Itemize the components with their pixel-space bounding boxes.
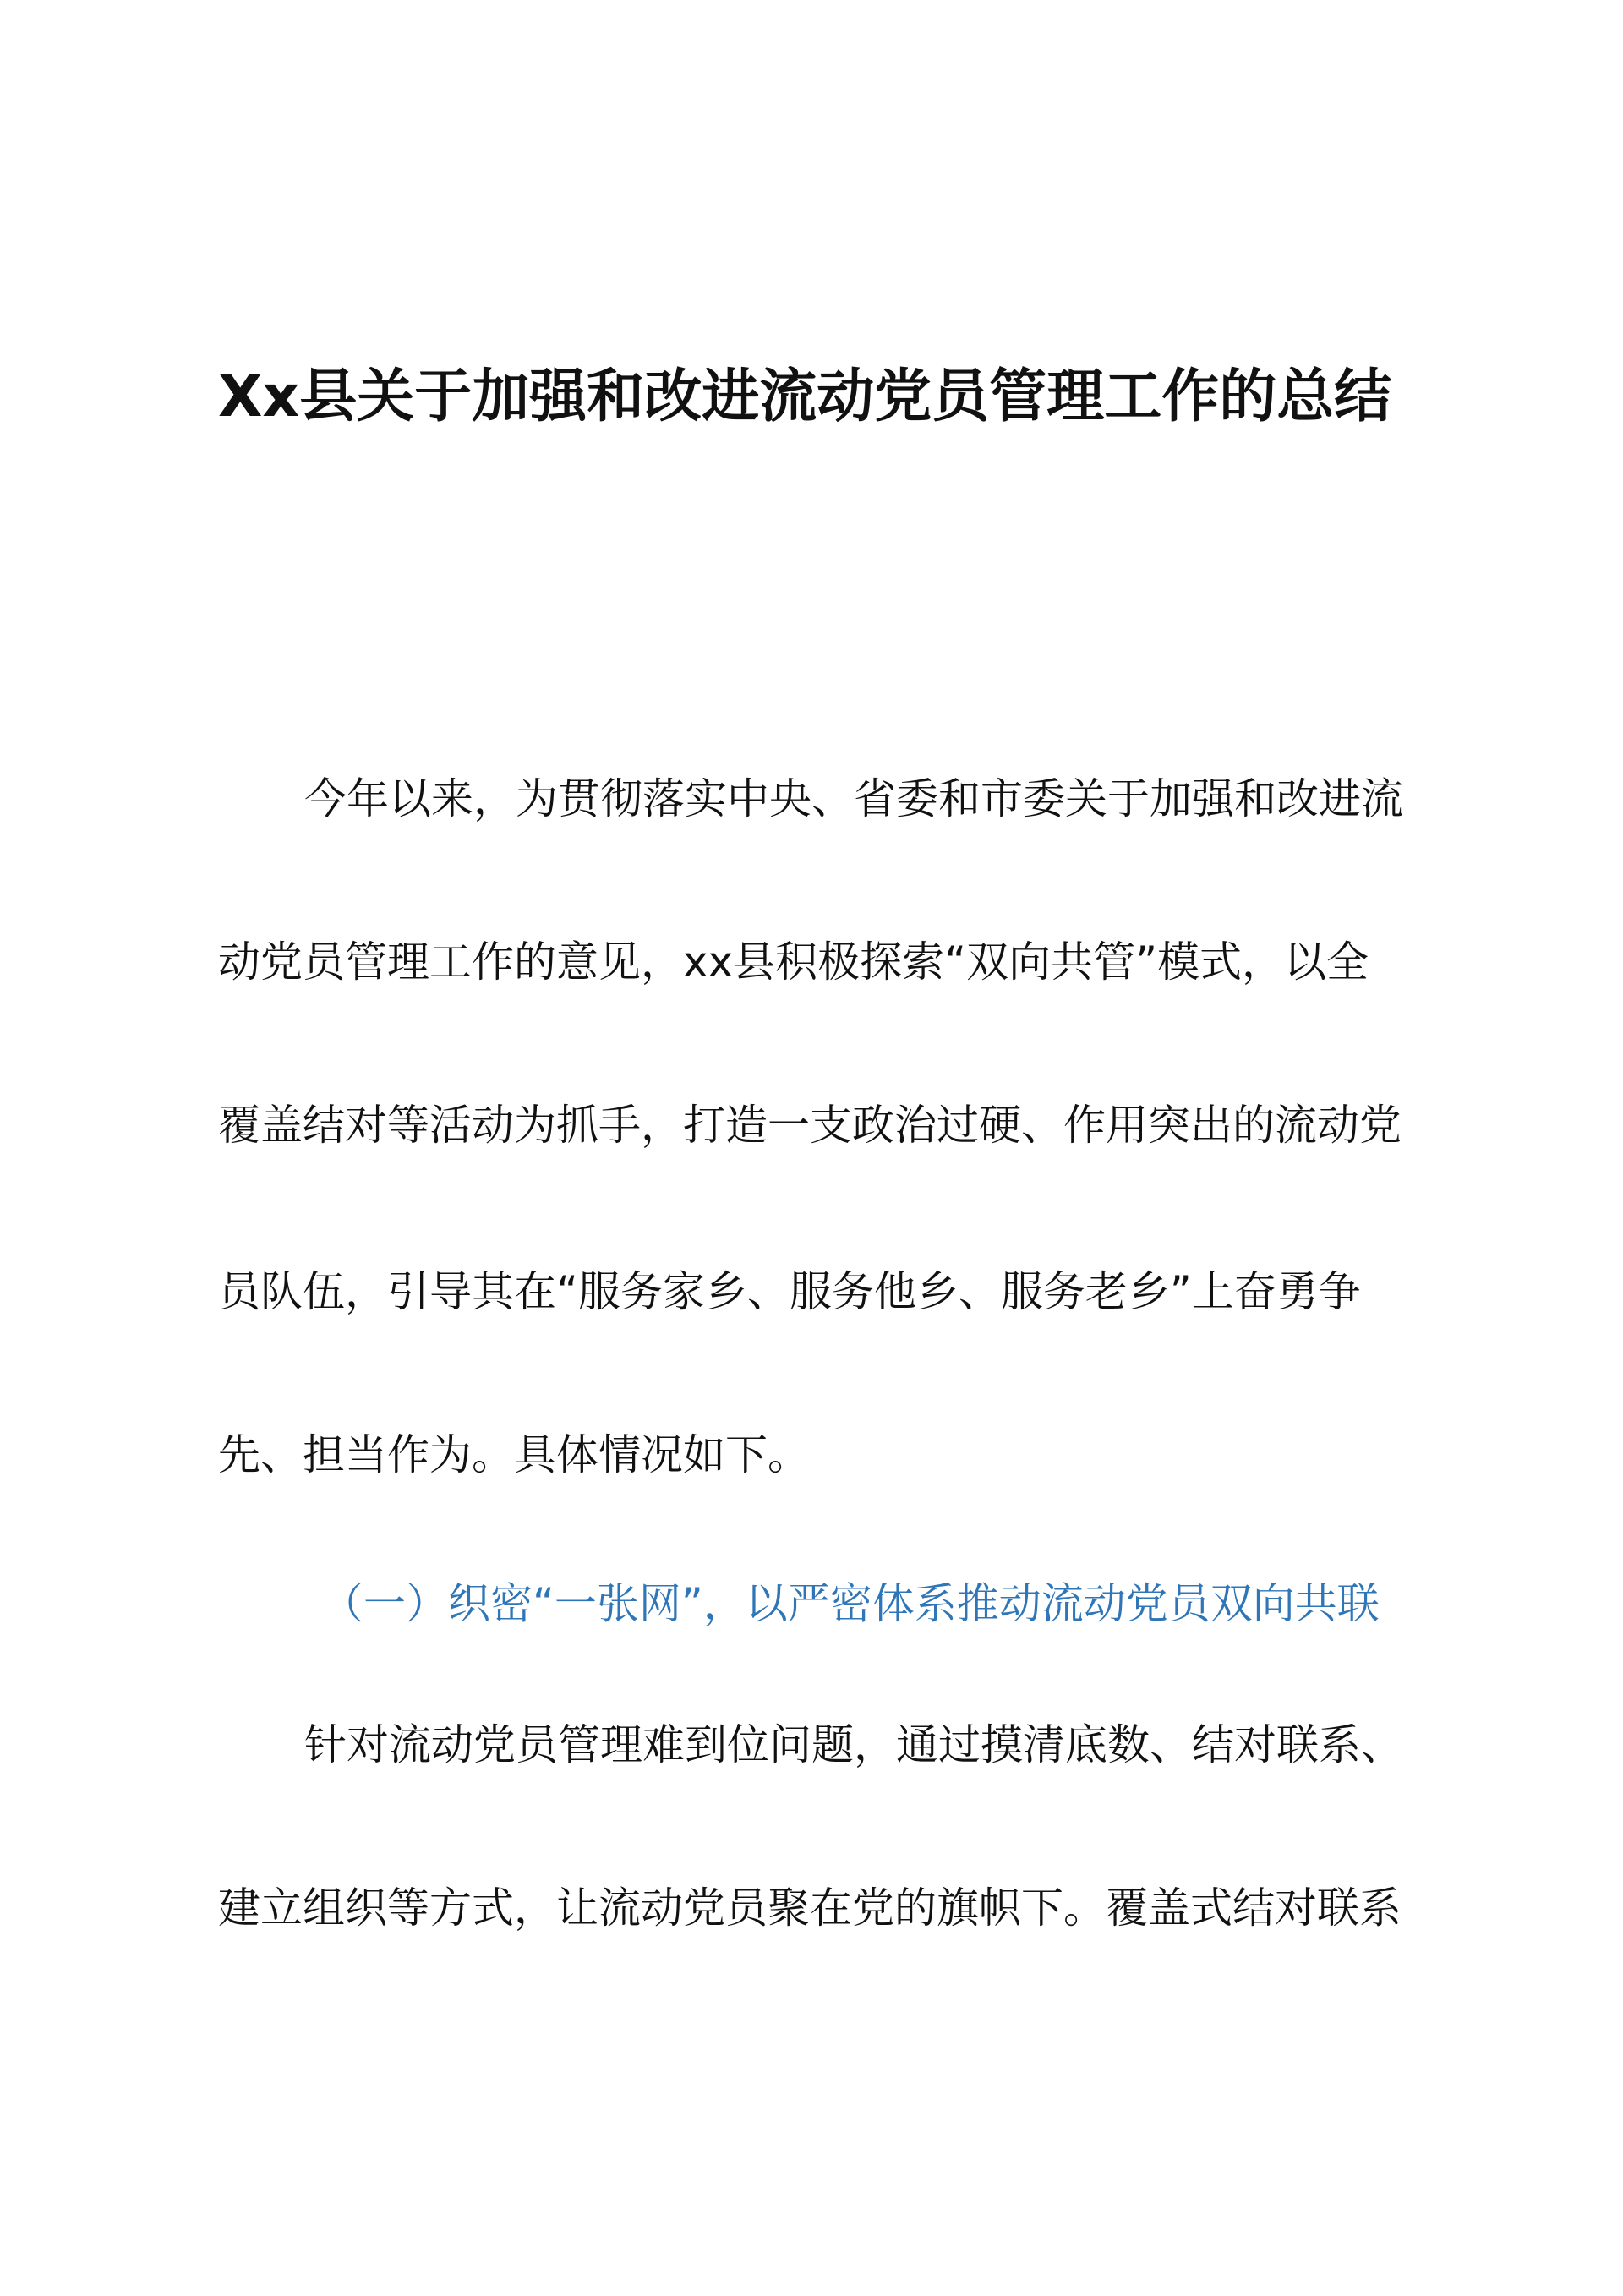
section-heading: （一）织密“一张网”，以严密体系推动流动党员双向共联 (321, 1579, 1380, 1628)
section-line-2: 建立组织等方式，让流动党员聚在党的旗帜下。覆盖式结对联系 (218, 1883, 1402, 1932)
intro-line-5: 先、担当作为。具体情况如下。 (218, 1430, 810, 1479)
section-line-1: 针对流动党员管理难到位问题，通过摸清底数、结对联系、 (304, 1720, 1403, 1769)
intro-line-4: 员队伍，引导其在“服务家乡、服务他乡、服务老乡”上奋勇争 (218, 1267, 1361, 1316)
intro-line-2: 动党员管理工作的意见，xx县积极探索“双向共管”模式，以全 (218, 938, 1369, 987)
document-title: Xx县关于加强和改进流动党员管理工作的总结 (218, 364, 1392, 430)
intro-line-1: 今年以来，为贯彻落实中央、省委和市委关于加强和改进流 (304, 774, 1403, 823)
intro-line-3: 覆盖结对等活动为抓手，打造一支政治过硬、作用突出的流动党 (218, 1101, 1402, 1150)
